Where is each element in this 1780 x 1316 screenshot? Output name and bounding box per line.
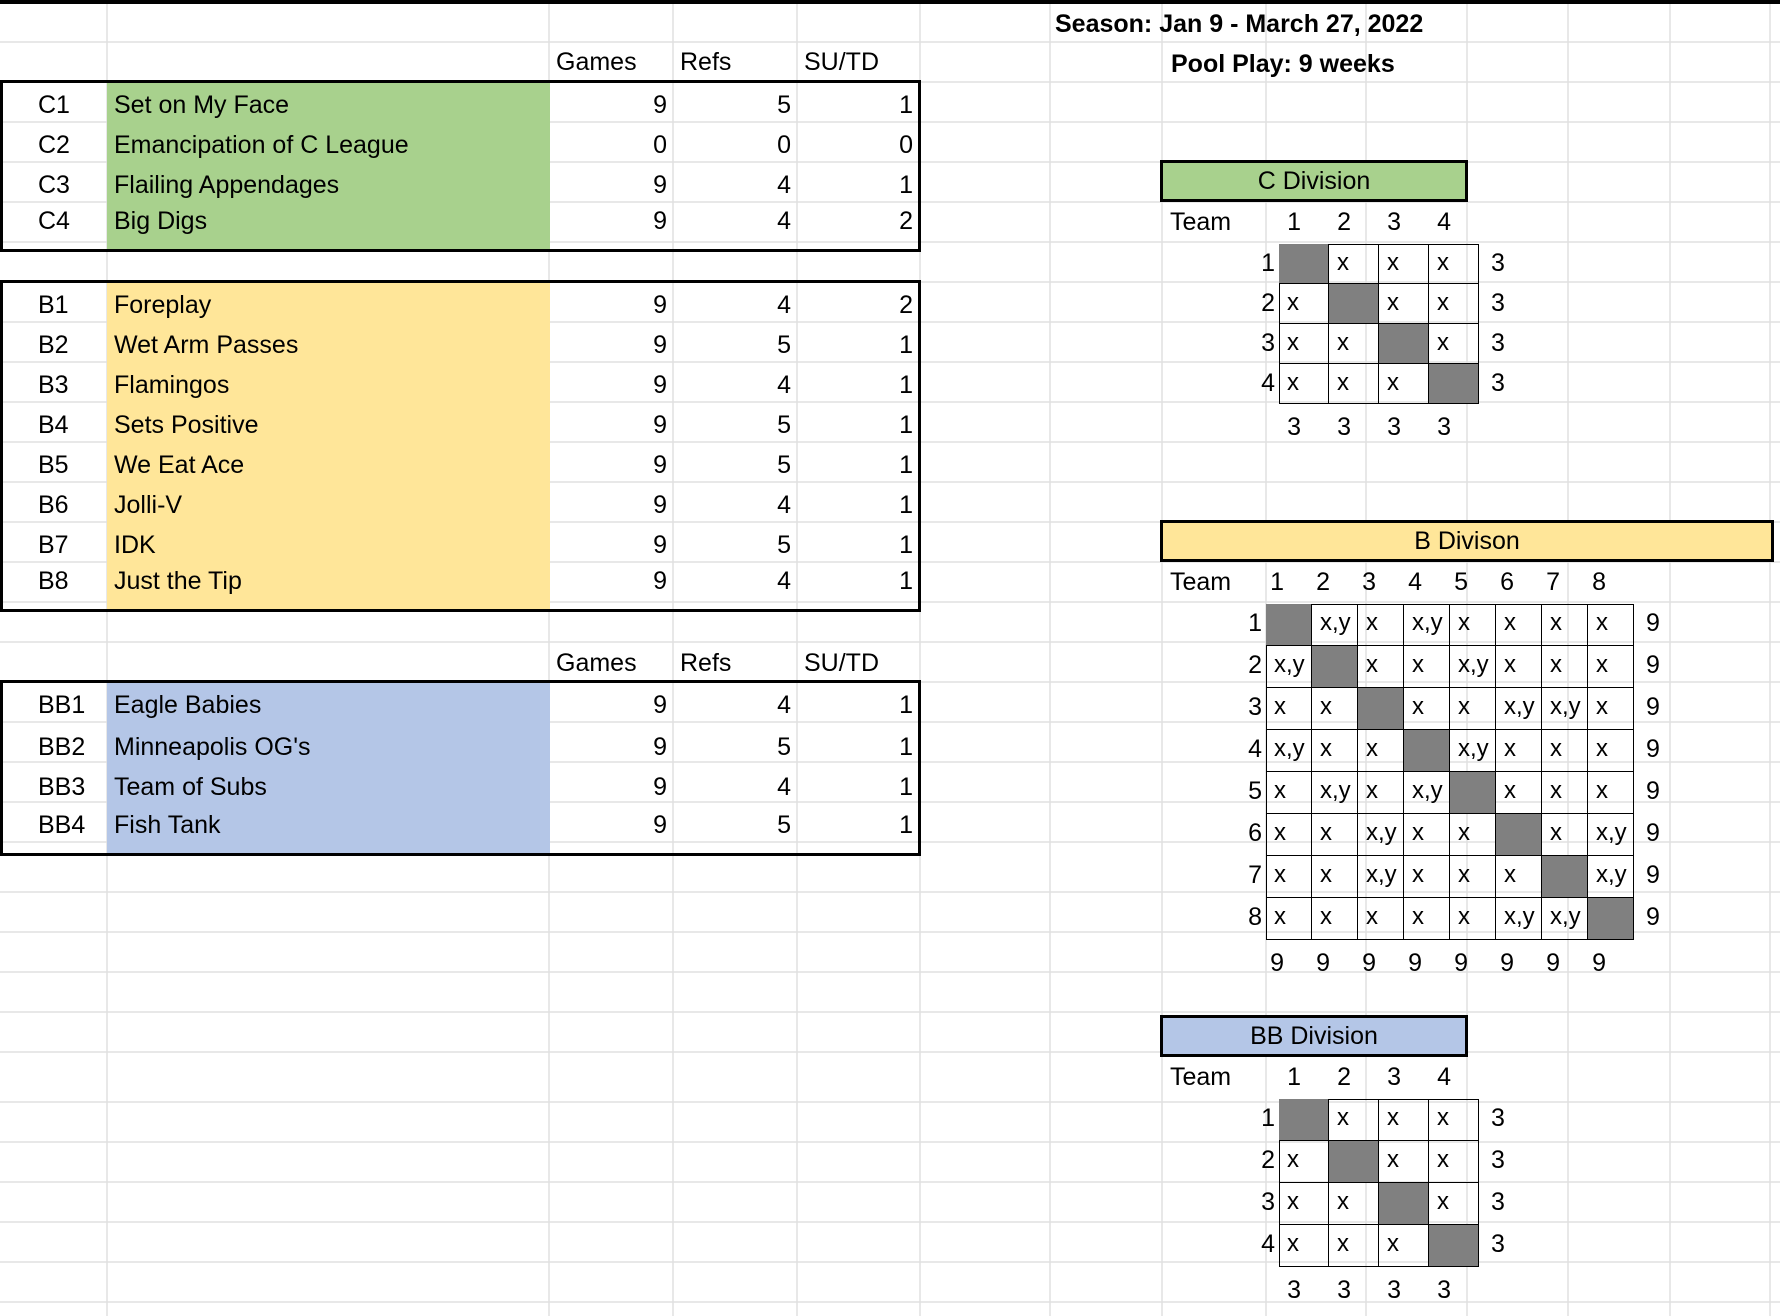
matrix-col-total: 9 (1270, 949, 1284, 977)
games-value: 9 (653, 291, 667, 319)
matrix-col-total: 3 (1437, 1276, 1451, 1304)
matrix-cell: x (1542, 646, 1588, 688)
sutd-value: 1 (899, 331, 913, 359)
matrix-cell: x (1312, 688, 1358, 730)
team-label: Team (1170, 208, 1232, 236)
matrix-cell: x (1312, 856, 1358, 898)
matrix-col-total: 9 (1316, 949, 1330, 977)
matrix-cell: x,y (1312, 604, 1358, 646)
matrix-cell: x (1542, 814, 1588, 856)
matrix-cell: x,y (1588, 814, 1634, 856)
refs-value: 4 (777, 773, 791, 801)
team-code: B5 (38, 451, 69, 479)
matrix-self-cell (1429, 1225, 1479, 1267)
matrix-cell: x (1496, 730, 1542, 772)
matrix-self-cell (1266, 604, 1312, 646)
refs-header: Refs (680, 649, 732, 677)
refs-value: 5 (777, 733, 791, 761)
games-value: 9 (653, 811, 667, 839)
team-code: B6 (38, 491, 69, 519)
matrix-col-header: 4 (1437, 208, 1451, 236)
games-value: 9 (653, 733, 667, 761)
matrix-cell: x (1279, 1183, 1329, 1225)
matrix-self-cell (1279, 1099, 1329, 1141)
pool-play-length: Pool Play: 9 weeks (1171, 50, 1395, 78)
sutd-value: 1 (899, 171, 913, 199)
matrix-col-total: 3 (1437, 413, 1451, 441)
matrix-cell: x (1379, 1141, 1429, 1183)
matrix-col-header: 6 (1500, 568, 1514, 596)
matrix-col-header: 4 (1408, 568, 1422, 596)
matrix-col-header: 2 (1337, 208, 1351, 236)
matrix-row-header: 4 (1261, 1230, 1275, 1258)
matrix-col-header: 3 (1387, 208, 1401, 236)
matrix-row-total: 3 (1491, 329, 1505, 357)
matrix-row-header: 1 (1261, 249, 1275, 277)
matrix-col-header: 7 (1546, 568, 1560, 596)
matrix-cell: x (1404, 688, 1450, 730)
matrix-cell: x,y (1542, 898, 1588, 940)
matrix-cell: x (1329, 1183, 1379, 1225)
team-code: B3 (38, 371, 69, 399)
matrix-col-header: 2 (1337, 1063, 1351, 1091)
team-name: Fish Tank (114, 811, 221, 839)
matrix-cell: x (1450, 604, 1496, 646)
matrix-cell: x,y (1450, 730, 1496, 772)
matrix-col-total: 9 (1362, 949, 1376, 977)
b-division-title: B Divison (1160, 520, 1774, 562)
team-code: B2 (38, 331, 69, 359)
matrix-cell: x (1329, 1099, 1379, 1141)
matrix-cell: x,y (1450, 646, 1496, 688)
matrix-cell: x (1404, 814, 1450, 856)
games-header: Games (556, 649, 637, 677)
refs-value: 5 (777, 91, 791, 119)
matrix-row-total: 9 (1646, 819, 1660, 847)
matrix-col-total: 9 (1408, 949, 1422, 977)
matrix-cell: x (1379, 244, 1429, 284)
matrix-row-header: 4 (1261, 369, 1275, 397)
matrix-col-header: 2 (1316, 568, 1330, 596)
matrix-row-header: 2 (1261, 1146, 1275, 1174)
sutd-value: 1 (899, 567, 913, 595)
team-code: C4 (38, 207, 70, 235)
team-code: BB4 (38, 811, 86, 839)
refs-value: 4 (777, 567, 791, 595)
refs-header: Refs (680, 48, 732, 76)
sheet-top-border (0, 0, 1780, 4)
matrix-cell: x (1358, 730, 1404, 772)
refs-value: 0 (777, 131, 791, 159)
matrix-col-total: 3 (1387, 413, 1401, 441)
matrix-row-total: 3 (1491, 1230, 1505, 1258)
matrix-cell: x (1450, 688, 1496, 730)
matrix-cell: x (1379, 284, 1429, 324)
refs-value: 4 (777, 371, 791, 399)
refs-value: 4 (777, 691, 791, 719)
matrix-cell: x (1379, 364, 1429, 404)
team-name: Emancipation of C League (114, 131, 409, 159)
games-value: 9 (653, 171, 667, 199)
matrix-cell: x (1429, 1141, 1479, 1183)
matrix-col-header: 3 (1387, 1063, 1401, 1091)
sutd-value: 1 (899, 691, 913, 719)
matrix-self-cell (1450, 772, 1496, 814)
matrix-row-header: 6 (1248, 819, 1262, 847)
matrix-cell: x (1379, 1099, 1429, 1141)
matrix-cell: x (1312, 730, 1358, 772)
matrix-row-total: 3 (1491, 1104, 1505, 1132)
team-name: Sets Positive (114, 411, 259, 439)
games-value: 9 (653, 91, 667, 119)
matrix-cell: x (1429, 244, 1479, 284)
matrix-row-header: 2 (1248, 651, 1262, 679)
team-name: Set on My Face (114, 91, 290, 119)
matrix-cell: x (1496, 604, 1542, 646)
matrix-row-total: 3 (1491, 249, 1505, 277)
games-value: 9 (653, 411, 667, 439)
sutd-value: 0 (899, 131, 913, 159)
matrix-cell: x,y (1312, 772, 1358, 814)
matrix-self-cell (1588, 898, 1634, 940)
matrix-cell: x (1379, 1225, 1429, 1267)
matrix-cell: x (1450, 814, 1496, 856)
matrix-row-total: 9 (1646, 693, 1660, 721)
sutd-header: SU/TD (804, 649, 879, 677)
matrix-cell: x (1329, 244, 1379, 284)
sutd-value: 1 (899, 371, 913, 399)
team-code: BB1 (38, 691, 86, 719)
matrix-row-header: 5 (1248, 777, 1262, 805)
matrix-cell: x,y (1496, 688, 1542, 730)
sutd-value: 2 (899, 207, 913, 235)
refs-value: 5 (777, 531, 791, 559)
matrix-col-total: 3 (1337, 413, 1351, 441)
matrix-self-cell (1279, 244, 1329, 284)
team-name: Wet Arm Passes (114, 331, 299, 359)
sutd-value: 1 (899, 451, 913, 479)
matrix-cell: x (1312, 814, 1358, 856)
matrix-row-total: 9 (1646, 777, 1660, 805)
team-name: Just the Tip (114, 567, 242, 595)
matrix-cell: x (1429, 1099, 1479, 1141)
matrix-row-total: 3 (1491, 1146, 1505, 1174)
matrix-col-header: 1 (1287, 1063, 1301, 1091)
matrix-row-header: 3 (1248, 693, 1262, 721)
matrix-col-total: 3 (1287, 1276, 1301, 1304)
games-value: 9 (653, 207, 667, 235)
matrix-self-cell (1329, 284, 1379, 324)
team-name: Jolli-V (114, 491, 183, 519)
refs-value: 4 (777, 171, 791, 199)
matrix-row-total: 9 (1646, 903, 1660, 931)
matrix-cell: x (1279, 364, 1329, 404)
matrix-cell: x (1279, 1225, 1329, 1267)
team-code: B8 (38, 567, 69, 595)
team-name: We Eat Ace (114, 451, 245, 479)
matrix-self-cell (1542, 856, 1588, 898)
matrix-cell: x (1496, 856, 1542, 898)
matrix-col-header: 3 (1362, 568, 1376, 596)
matrix-cell: x (1358, 898, 1404, 940)
matrix-self-cell (1379, 324, 1429, 364)
matrix-row-total: 9 (1646, 861, 1660, 889)
matrix-cell: x (1542, 730, 1588, 772)
matrix-cell: x (1450, 856, 1496, 898)
team-code: C2 (38, 131, 70, 159)
sutd-value: 1 (899, 91, 913, 119)
matrix-cell: x (1588, 646, 1634, 688)
team-name: Foreplay (114, 291, 212, 319)
matrix-cell: x (1404, 898, 1450, 940)
matrix-cell: x (1542, 604, 1588, 646)
games-header: Games (556, 48, 637, 76)
matrix-self-cell (1429, 364, 1479, 404)
matrix-col-total: 9 (1454, 949, 1468, 977)
matrix-cell: x (1279, 284, 1329, 324)
sutd-value: 1 (899, 733, 913, 761)
matrix-self-cell (1379, 1183, 1429, 1225)
refs-value: 4 (777, 491, 791, 519)
matrix-self-cell (1358, 688, 1404, 730)
matrix-cell: x (1450, 898, 1496, 940)
matrix-cell: x (1429, 1183, 1479, 1225)
sutd-value: 2 (899, 291, 913, 319)
refs-value: 5 (777, 331, 791, 359)
games-value: 9 (653, 531, 667, 559)
matrix-cell: x,y (1266, 646, 1312, 688)
matrix-cell: x (1429, 284, 1479, 324)
team-code: B7 (38, 531, 69, 559)
refs-value: 5 (777, 811, 791, 839)
games-value: 0 (653, 131, 667, 159)
matrix-cell: x (1329, 1225, 1379, 1267)
matrix-cell: x,y (1358, 814, 1404, 856)
matrix-cell: x,y (1266, 730, 1312, 772)
games-value: 9 (653, 773, 667, 801)
team-name: Big Digs (114, 207, 208, 235)
matrix-row-header: 1 (1261, 1104, 1275, 1132)
team-code: C1 (38, 91, 70, 119)
matrix-cell: x (1588, 604, 1634, 646)
matrix-row-header: 3 (1261, 1188, 1275, 1216)
refs-value: 4 (777, 207, 791, 235)
team-code: B4 (38, 411, 69, 439)
matrix-self-cell (1312, 646, 1358, 688)
matrix-cell: x,y (1588, 856, 1634, 898)
team-code: B1 (38, 291, 69, 319)
matrix-col-header: 1 (1287, 208, 1301, 236)
matrix-cell: x,y (1404, 604, 1450, 646)
matrix-row-total: 3 (1491, 1188, 1505, 1216)
games-value: 9 (653, 371, 667, 399)
bb-division-title: BB Division (1160, 1015, 1468, 1057)
matrix-row-header: 4 (1248, 735, 1262, 763)
matrix-col-header: 1 (1270, 568, 1284, 596)
matrix-row-total: 9 (1646, 609, 1660, 637)
matrix-col-total: 9 (1546, 949, 1560, 977)
refs-value: 5 (777, 411, 791, 439)
matrix-cell: x (1496, 772, 1542, 814)
matrix-col-header: 4 (1437, 1063, 1451, 1091)
team-code: BB2 (38, 733, 86, 761)
matrix-cell: x,y (1404, 772, 1450, 814)
sutd-value: 1 (899, 491, 913, 519)
sutd-value: 1 (899, 411, 913, 439)
sutd-header: SU/TD (804, 48, 879, 76)
matrix-cell: x (1496, 646, 1542, 688)
team-name: Eagle Babies (114, 691, 262, 719)
matrix-cell: x (1588, 688, 1634, 730)
matrix-cell: x (1542, 772, 1588, 814)
matrix-cell: x,y (1496, 898, 1542, 940)
matrix-cell: x (1266, 772, 1312, 814)
matrix-cell: x,y (1358, 856, 1404, 898)
matrix-row-total: 9 (1646, 735, 1660, 763)
matrix-row-total: 3 (1491, 289, 1505, 317)
matrix-cell: x (1358, 646, 1404, 688)
matrix-cell: x (1588, 730, 1634, 772)
matrix-row-header: 8 (1248, 903, 1262, 931)
matrix-self-cell (1329, 1141, 1379, 1183)
games-value: 9 (653, 567, 667, 595)
sutd-value: 1 (899, 531, 913, 559)
matrix-cell: x (1266, 814, 1312, 856)
matrix-col-total: 3 (1287, 413, 1301, 441)
team-name: Flamingos (114, 371, 230, 399)
team-label: Team (1170, 568, 1232, 596)
matrix-row-header: 3 (1261, 329, 1275, 357)
team-name: Flailing Appendages (114, 171, 340, 199)
matrix-col-total: 9 (1500, 949, 1514, 977)
matrix-cell: x (1404, 646, 1450, 688)
games-value: 9 (653, 331, 667, 359)
games-value: 9 (653, 691, 667, 719)
c-division-title: C Division (1160, 160, 1468, 202)
matrix-col-header: 5 (1454, 568, 1468, 596)
team-name: Minneapolis OG's (114, 733, 311, 761)
matrix-cell: x (1404, 856, 1450, 898)
sutd-value: 1 (899, 773, 913, 801)
matrix-cell: x (1266, 856, 1312, 898)
matrix-row-total: 9 (1646, 651, 1660, 679)
matrix-row-total: 3 (1491, 369, 1505, 397)
matrix-cell: x (1312, 898, 1358, 940)
matrix-cell: x (1266, 688, 1312, 730)
matrix-cell: x (1358, 604, 1404, 646)
matrix-row-header: 1 (1248, 609, 1262, 637)
team-code: BB3 (38, 773, 86, 801)
matrix-cell: x (1266, 898, 1312, 940)
matrix-self-cell (1404, 730, 1450, 772)
team-code: C3 (38, 171, 70, 199)
matrix-col-total: 9 (1592, 949, 1606, 977)
season-dates: Season: Jan 9 - March 27, 2022 (1055, 10, 1424, 38)
matrix-cell: x,y (1542, 688, 1588, 730)
matrix-col-total: 3 (1337, 1276, 1351, 1304)
matrix-cell: x (1588, 772, 1634, 814)
matrix-cell: x (1429, 324, 1479, 364)
matrix-cell: x (1329, 364, 1379, 404)
matrix-self-cell (1496, 814, 1542, 856)
games-value: 9 (653, 491, 667, 519)
matrix-col-total: 3 (1387, 1276, 1401, 1304)
matrix-cell: x (1358, 772, 1404, 814)
refs-value: 5 (777, 451, 791, 479)
refs-value: 4 (777, 291, 791, 319)
matrix-row-header: 2 (1261, 289, 1275, 317)
team-label: Team (1170, 1063, 1232, 1091)
games-value: 9 (653, 451, 667, 479)
matrix-col-header: 8 (1592, 568, 1606, 596)
matrix-cell: x (1279, 1141, 1329, 1183)
matrix-row-header: 7 (1248, 861, 1262, 889)
team-name: Team of Subs (114, 773, 267, 801)
matrix-cell: x (1279, 324, 1329, 364)
team-name: IDK (114, 531, 156, 559)
matrix-cell: x (1329, 324, 1379, 364)
sutd-value: 1 (899, 811, 913, 839)
